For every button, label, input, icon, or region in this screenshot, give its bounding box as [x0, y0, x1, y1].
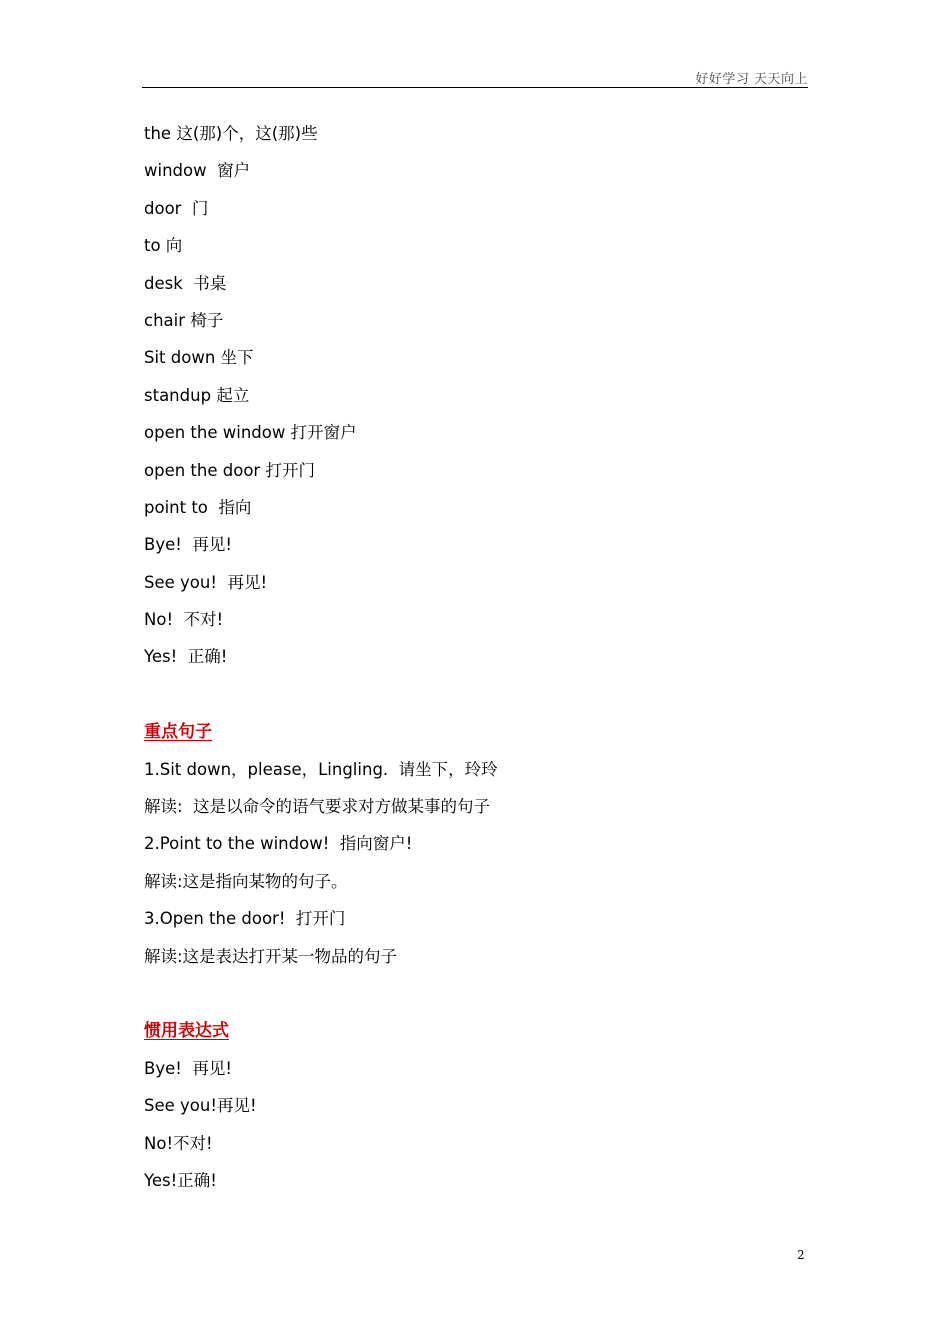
- vocab-item: open the door 打开门: [144, 460, 315, 480]
- vocab-item: the 这(那)个，这(那)些: [144, 124, 318, 143]
- vocab-item: Yes! 正确!: [144, 647, 228, 667]
- expressions-title: 惯用表达式: [144, 1021, 229, 1042]
- vocab-item: to 向: [144, 236, 183, 256]
- vocab-item: desk 书桌: [144, 273, 227, 293]
- expression-line: Bye! 再见!: [144, 1058, 232, 1078]
- sentence-line: 解读:这是指向某物的句子。: [144, 871, 348, 891]
- sentence-line: 3.Open the door! 打开门: [144, 909, 346, 929]
- vocab-item: point to 指向: [144, 497, 252, 517]
- sentence-line: 解读: 这是以命令的语气要求对方做某事的句子: [144, 797, 491, 817]
- vocab-item: No! 不对!: [144, 610, 224, 630]
- expression-line: See you!再见!: [144, 1096, 257, 1116]
- vocab-item: Sit down 坐下: [144, 348, 254, 368]
- expression-line: Yes!正确!: [144, 1170, 217, 1190]
- section-spacer: [144, 679, 804, 716]
- sentence-line: 1.Sit down，please，Lingling. 请坐下，玲玲: [144, 759, 498, 779]
- expressions-section: [144, 1015, 804, 1202]
- vocab-item: Bye! 再见!: [144, 535, 232, 555]
- key-sentences-title: 重点句子: [144, 722, 212, 743]
- vocab-item: open the window 打开窗户: [144, 423, 357, 443]
- vocab-item: door 门: [144, 198, 209, 218]
- header-divider: [142, 87, 808, 88]
- header-slogan: 好好学习 天天向上: [695, 72, 808, 87]
- vocabulary-list: [144, 118, 804, 679]
- sentence-line: 2.Point to the window! 指向窗户!: [144, 834, 413, 854]
- page-content: [144, 118, 804, 1202]
- vocab-item: See you! 再见!: [144, 572, 268, 592]
- section-spacer: [144, 978, 804, 1015]
- vocab-item: window 窗户: [144, 161, 251, 181]
- expression-line: No!不对!: [144, 1133, 213, 1153]
- vocab-item: standup 起立: [144, 385, 250, 405]
- key-sentences-section: [144, 716, 804, 978]
- sentence-line: 解读:这是表达打开某一物品的句子: [144, 946, 398, 966]
- page-number: 2: [797, 1248, 805, 1262]
- vocab-item: chair 椅子: [144, 310, 224, 330]
